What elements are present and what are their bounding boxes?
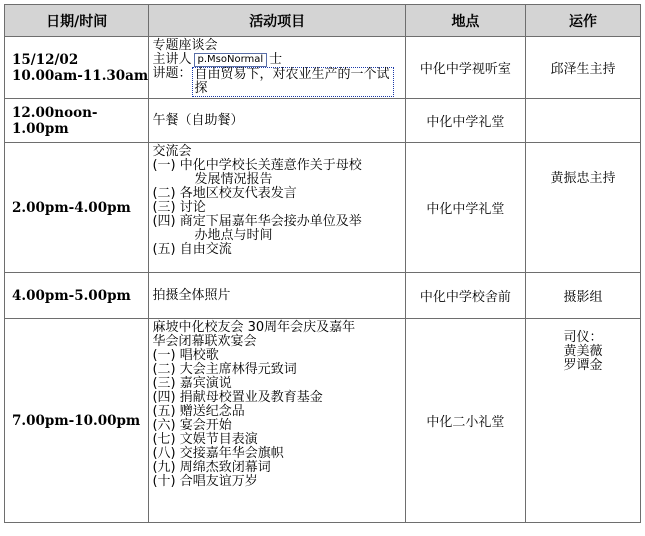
activity-cell: 交流会 (一) 中化中学校长关莲意作关于母校 发展情况报告 (二) 各地区校友代表发言 (三) 讨论 (四) 商定下届嘉年华会接办单位及举 办地点与时间 (五) 自由交流 — [149, 143, 405, 273]
header-date: 日期/时间 — [5, 5, 149, 37]
date-cell: 4.00pm-5.00pm — [5, 273, 149, 319]
date-cell: 2.00pm-4.00pm — [5, 143, 149, 273]
operation-cell: 黄振忠主持 — [525, 143, 640, 273]
activity-cell — [149, 37, 405, 99]
header-activity: 活动项目 — [149, 5, 405, 37]
topic-text-box[interactable]: 自由贸易下，对农业生产的一个试探 — [192, 67, 394, 97]
activity-cell: 麻坡中化校友会 30周年会庆及嘉年 华会闭幕联欢宴会 (一) 唱校歌 (二) 大会主席林得元致词 (三) 嘉宾演说 (四) 捐献母校置业及教育基金 (五) 赠送纪念品 (六) 宴会开始 (七) 文娱节目表演 (八) 交接嘉年华会旗帜 (九) 周绵杰致闭幕词 (十) 合唱友谊万岁 — [149, 319, 405, 523]
topic-line: 讲题： 自由贸易下，对农业生产的一个试探 — [152, 67, 401, 97]
header-row — [5, 5, 641, 37]
location-cell: 中化中学视听室 — [405, 37, 525, 99]
list-item: (三) 讨论 — [152, 200, 206, 215]
location-cell: 中化中学校舍前 — [405, 273, 525, 319]
table-row — [5, 37, 641, 99]
activity-cell: 拍摄全体照片 — [149, 273, 405, 319]
table-row — [5, 143, 641, 273]
list-item: (五) 赠送纪念品 — [152, 404, 245, 419]
date-cell: 15/12/02 10.00am-11.30am — [5, 37, 149, 99]
list-item: (五) 自由交流 — [152, 242, 232, 257]
operation-cell: 摄影组 — [525, 273, 640, 319]
schedule-table — [4, 4, 641, 523]
operation-cell — [525, 99, 640, 143]
list-item: (三) 嘉宾演说 — [152, 376, 232, 391]
list-item: (二) 各地区校友代表发言 — [152, 186, 297, 201]
list-item: (一) 中化中学校长关莲意作关于母校 — [152, 158, 362, 173]
list-item: (一) 唱校歌 — [152, 348, 219, 363]
operation-cell: 邱泽生主持 — [525, 37, 640, 99]
list-item: (八) 交接嘉年华会旗帜 — [152, 446, 284, 461]
header-location: 地点 — [405, 5, 525, 37]
date-cell: 7.00pm-10.00pm — [5, 319, 149, 523]
location-cell: 中化二小礼堂 — [405, 319, 525, 523]
list-item: (六) 宴会开始 — [152, 418, 232, 433]
style-tag[interactable]: p.MsoNormal — [194, 53, 268, 67]
list-item: (七) 文娱节目表演 — [152, 432, 258, 447]
list-item-cont: 发展情况报告 — [194, 172, 273, 187]
list-item: (四) 商定下届嘉年华会接办单位及举 — [152, 214, 362, 229]
location-cell: 中化中学礼堂 — [405, 143, 525, 273]
table-row — [5, 273, 641, 319]
list-item: (九) 周绵杰致闭幕词 — [152, 460, 271, 475]
list-item: (十) 合唱友谊万岁 — [152, 474, 258, 489]
activity-cell: 午餐（自助餐） — [149, 99, 405, 143]
list-item: (四) 捐献母校置业及教育基金 — [152, 390, 323, 405]
list-item: (二) 大会主席林得元致词 — [152, 362, 297, 377]
speaker-line: 主讲人 p.MsoNormal 士 — [152, 52, 283, 67]
table-row — [5, 99, 641, 143]
list-item-cont: 办地点与时间 — [194, 228, 273, 243]
header-operation: 运作 — [525, 5, 640, 37]
operation-cell: 司仪： 黄美薇 罗谭金 — [525, 319, 640, 523]
table-row — [5, 319, 641, 523]
date-cell: 12.00noon-1.00pm — [5, 99, 149, 143]
location-cell: 中化中学礼堂 — [405, 99, 525, 143]
activity-title: 专题座谈会 — [152, 38, 218, 53]
